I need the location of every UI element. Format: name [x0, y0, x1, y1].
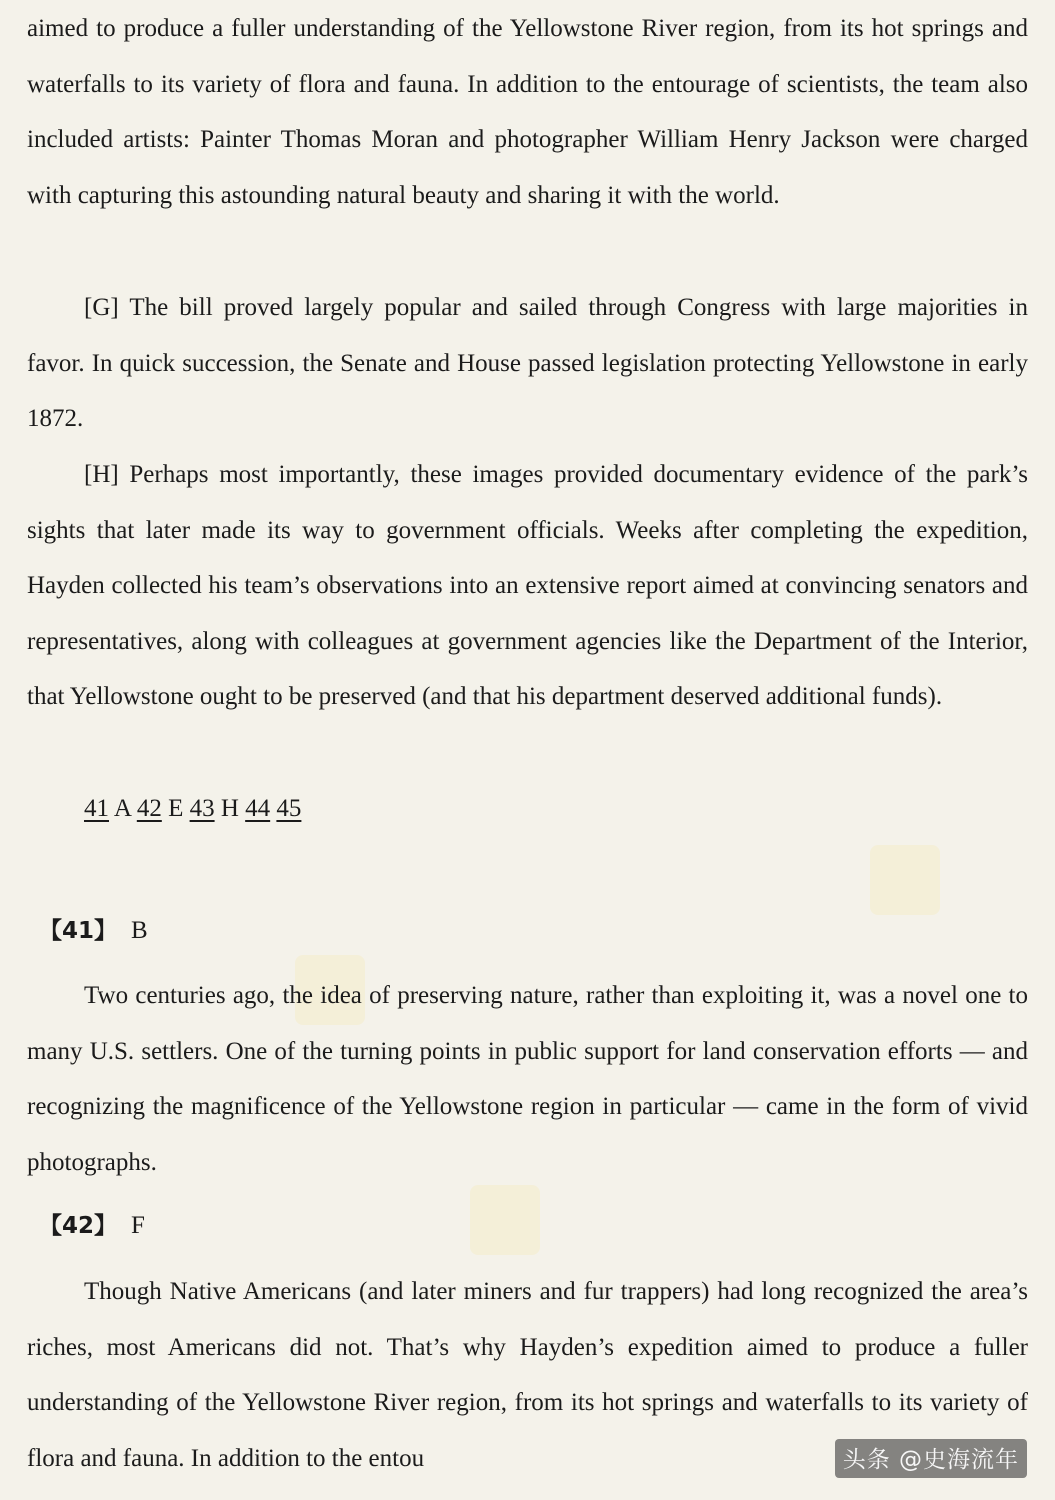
answer-number-41: 41: [84, 795, 109, 822]
answer-value-41: A: [113, 795, 131, 822]
source-watermark: 头条 @史海流年: [835, 1439, 1027, 1478]
question-42-heading: [39, 1207, 145, 1240]
question-41-heading: [39, 912, 148, 945]
question-41-label: 【41】: [39, 918, 118, 944]
answer-value-42: E: [168, 795, 184, 822]
answer-number-45: 45: [276, 795, 302, 822]
paragraph-intro: aimed to produce a fuller understanding of the Yellowstone River region, from its hot springs and waterfalls to its variety of flora and fauna. In addition to the entourage of scientists, the team also included artists: Painter Thomas Moran and photographer William Henry Jackson were charged with capturing this astounding natural beauty and sharing it with the world.: [27, 15, 1028, 209]
watermark-shape: [870, 845, 940, 915]
answer-value-43: H: [220, 795, 239, 822]
question-42-answer: F: [131, 1212, 145, 1239]
answer-line: [27, 781, 1028, 837]
answer-number-43: 43: [189, 795, 215, 822]
paragraph-g: [G] The bill proved largely popular and sailed through Congress with large majorities in favor. In quick succession, the Senate and House passed legislation protecting Yellowstone in early 1872.: [27, 294, 1028, 432]
paragraph-h: [H] Perhaps most importantly, these images provided documentary evidence of the park’s sights that later made its way to government officials. Weeks after completing the expedition, Hayden collected his team’s observations into an extensive report aimed at convincing senators and representatives, along with colleagues at government agencies like the Department of the Interior, that Yellowstone ought to be preserved (and that his department deserved additional funds).: [27, 461, 1028, 710]
question-41-answer: B: [131, 917, 148, 944]
question-42-label: 【42】: [39, 1213, 118, 1239]
paragraph-q42: Though Native Americans (and later miners and fur trappers) had long recognized the area’s riches, most Americans did not. That’s why Hayden’s expedition aimed to produce a fuller understanding of the Yellowstone River region, from its hot springs and waterfalls to its variety of flora and fauna. In addition to the entou: [27, 1278, 1028, 1472]
paragraph-q41: Two centuries ago, the idea of preserving nature, rather than exploiting it, was a novel one to many U.S. settlers. One of the turning points in public support for land conservation efforts — and recognizing the magnificence of the Yellowstone region in particular — came in the form of vivid photographs.: [27, 982, 1028, 1176]
watermark-shape: [470, 1185, 540, 1255]
answer-number-42: 42: [136, 795, 162, 822]
answer-number-44: 44: [245, 795, 271, 822]
